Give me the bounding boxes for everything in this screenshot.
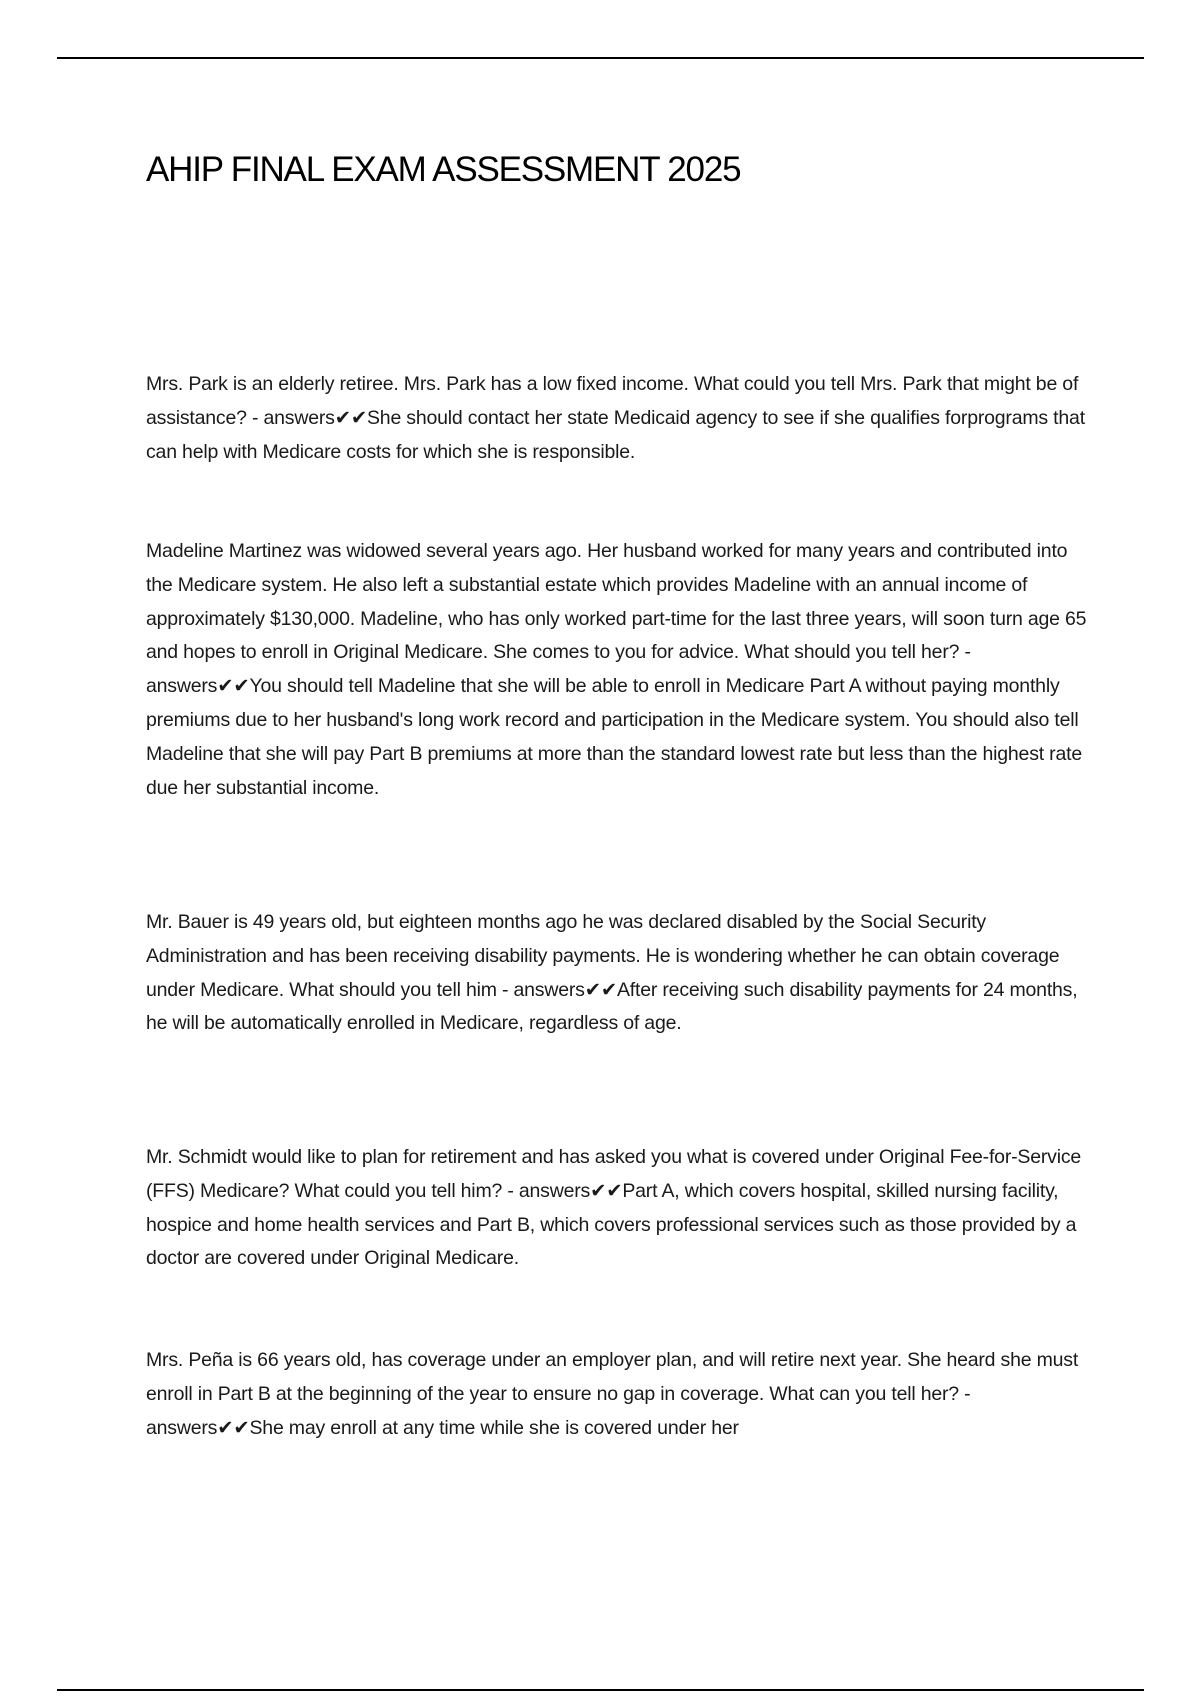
qa-item-park: Mrs. Park is an elderly retiree. Mrs. Park has a low fixed income. What could you tell Mrs. Park that might be of assistance? - answers✔✔She should contact her state Medicaid agency to see if she qualifies forprograms that can help with Medicare costs for which she is responsible. — [146, 373, 1085, 463]
bottom-divider — [57, 1689, 1144, 1691]
qa-item-bauer: Mr. Bauer is 49 years old, but eighteen months ago he was declared disabled by the Social Security Administration and has been receiving disability payments. He is wondering whether he can obtain coverage under Medicare. What should you tell him - answers✔✔After receiving such disability payments for 24 months, he will be automatically enrolled in Medicare, regardless of age. — [146, 911, 1078, 1035]
top-divider — [57, 57, 1144, 59]
qa-item-martinez: Madeline Martinez was widowed several years ago. Her husband worked for many years and contributed into the Medicare system. He also left a substantial estate which provides Madeline with an annual income of approximately $130,000. Madeline, who has only worked part-time for the last three years, will soon turn age 65 and hopes to enroll in Original Medicare. She comes to you for advice. What should you tell her? - answers✔✔You should tell Madeline that she will be able to enroll in Medicare Part A without paying monthly premiums due to her husband's long work record and participation in the Medicare system. You should also tell Madeline that she will pay Part B premiums at more than the standard lowest rate but less than the highest rate due her substantial income. — [146, 540, 1087, 799]
qa-item-schmidt: Mr. Schmidt would like to plan for retirement and has asked you what is covered under Original Fee-for-Service (FFS) Medicare? What could you tell him? - answers✔✔Part A, which covers hospital, skilled nursing facility, hospice and home health services and Part B, which covers professional services such as those provided by a doctor are covered under Original Medicare. — [146, 1146, 1082, 1270]
qa-item-pena: Mrs. Peña is 66 years old, has coverage under an employer plan, and will retire next year. She heard she must enroll in Part B at the beginning of the year to ensure no gap in coverage. What can you tell her? - answers✔✔She may enroll at any time while she is covered under her — [146, 1349, 1079, 1439]
document-title: AHIP FINAL EXAM ASSESSMENT 2025 — [146, 150, 741, 189]
